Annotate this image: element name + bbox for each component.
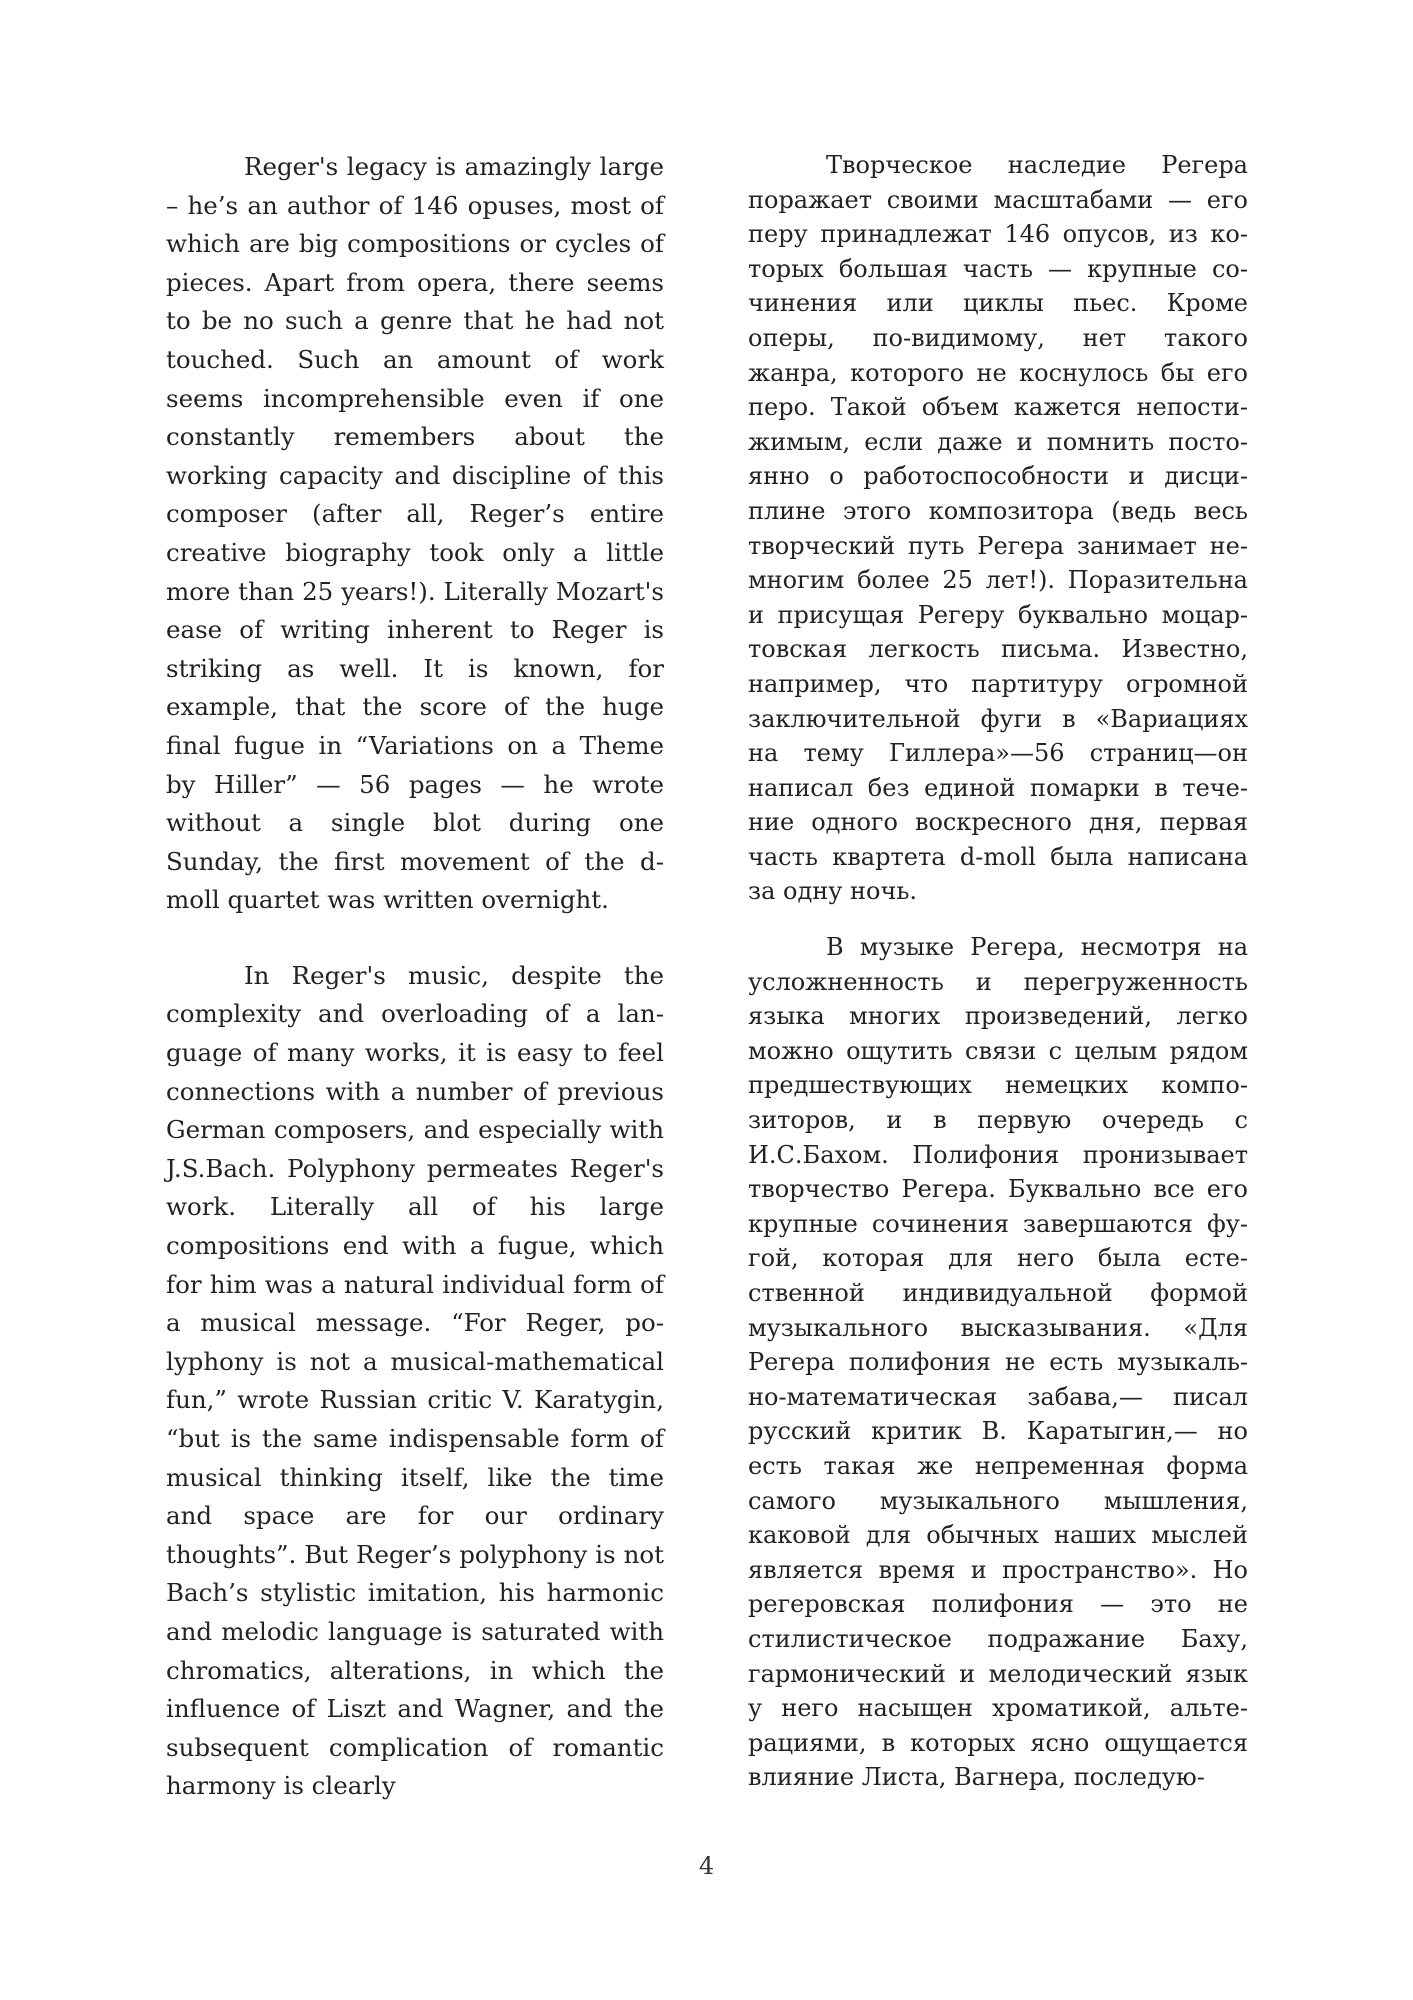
english-paragraph-1: Reger's legacy is amazingly large – he’s an author of 146 opuses, most of which are big compositions or cycles of pieces. Apart from opera, there seems to be no such a genre that he had not touched. Such an amount of work seems incomprehensible even if one constantly remembers about the working capacity and discipline of this composer (after all, Reger’s entire creative biography took only a little more than 25 years!). Literally Mozart's ease of writing inherent to Reger is striking as well. It is known, for example, that the score of the huge final fugue in “Variations on a Theme by Hiller” — 56 pages — he wrote without a single blot during one Sunday, the first movement of the d-moll quartet was written overnight.: [166, 152, 664, 915]
russian-paragraph-1: Творческое наследие Регера поражает своими масштабами — его перу принадлежат 146 опусов, из которых большая часть — крупные сочинения или циклы пьес. Кроме оперы, по-видимому, нет такого жанра, которого не коснулось бы его перо. Такой объем кажется непостижимым, если даже и помнить постоянно о работоспособности и дисциплине этого композитора (ведь весь творческий путь Регера занимает немногим более 25 лет!). Поразительна и присущая Регеру буквально моцартовская легкость письма. Известно, например, что партитуру огромной заключительной фуги в «Вариациях на тему Гиллера»—56 страниц—он написал без единой помарки в течение одного воскресного дня, первая часть квартета d-moll была написана за одну ночь.: [748, 151, 1248, 906]
english-paragraph-2: In Reger's music, despite the complexity and overloading of a language of many works, it is easy to feel connections with a number of previous German composers, and especially with J.S.Bach. Polyphony permeates Reger's work. Literally all of his large compositions end with a fugue, which for him was a natural individual form of a musical message. “For Reger, polyphony is not a musical-mathematical fun,” wrote Russian critic V. Karatygin, “but is the same indispensable form of musical thinking itself, like the time and space are for our ordinary thoughts”. But Reger’s polyphony is not Bach’s stylistic imitation, his harmonic and melodic language is saturated with chromatics, alterations, in which the influence of Liszt and Wagner, and the subsequent complication of romantic harmony is clearly: [166, 960, 664, 1801]
russian-paragraph-2: В музыке Регера, несмотря на усложненность и перегруженность языка многих произведений, легко можно ощутить связи с целым рядом предшествующих немецких композиторов, и в первую очередь с И.С.Бахом. Полифония пронизывает творчество Регера. Буквально все его крупные сочинения завершаются фугой, которая для него была естественной индивидуальной формой музыкального высказывания. «Для Регера полифония не есть музыкально-математическая забава,— писал русский критик В. Каратыгин,— но есть такая же непременная форма самого музыкального мышления, каковой для обычных наших мыслей является время и пространство». Но регеровская полифония — это не стилистическое подражание Баху, гармонический и мелодический язык у него насыщен хроматикой, альтерациями, в которых ясно ощущается влияние Листа, Вагнера, последую-: [748, 933, 1248, 1792]
page-number: 4: [698, 1852, 715, 1880]
russian-text-column: [748, 148, 1248, 1795]
english-text-column: [166, 148, 664, 1806]
